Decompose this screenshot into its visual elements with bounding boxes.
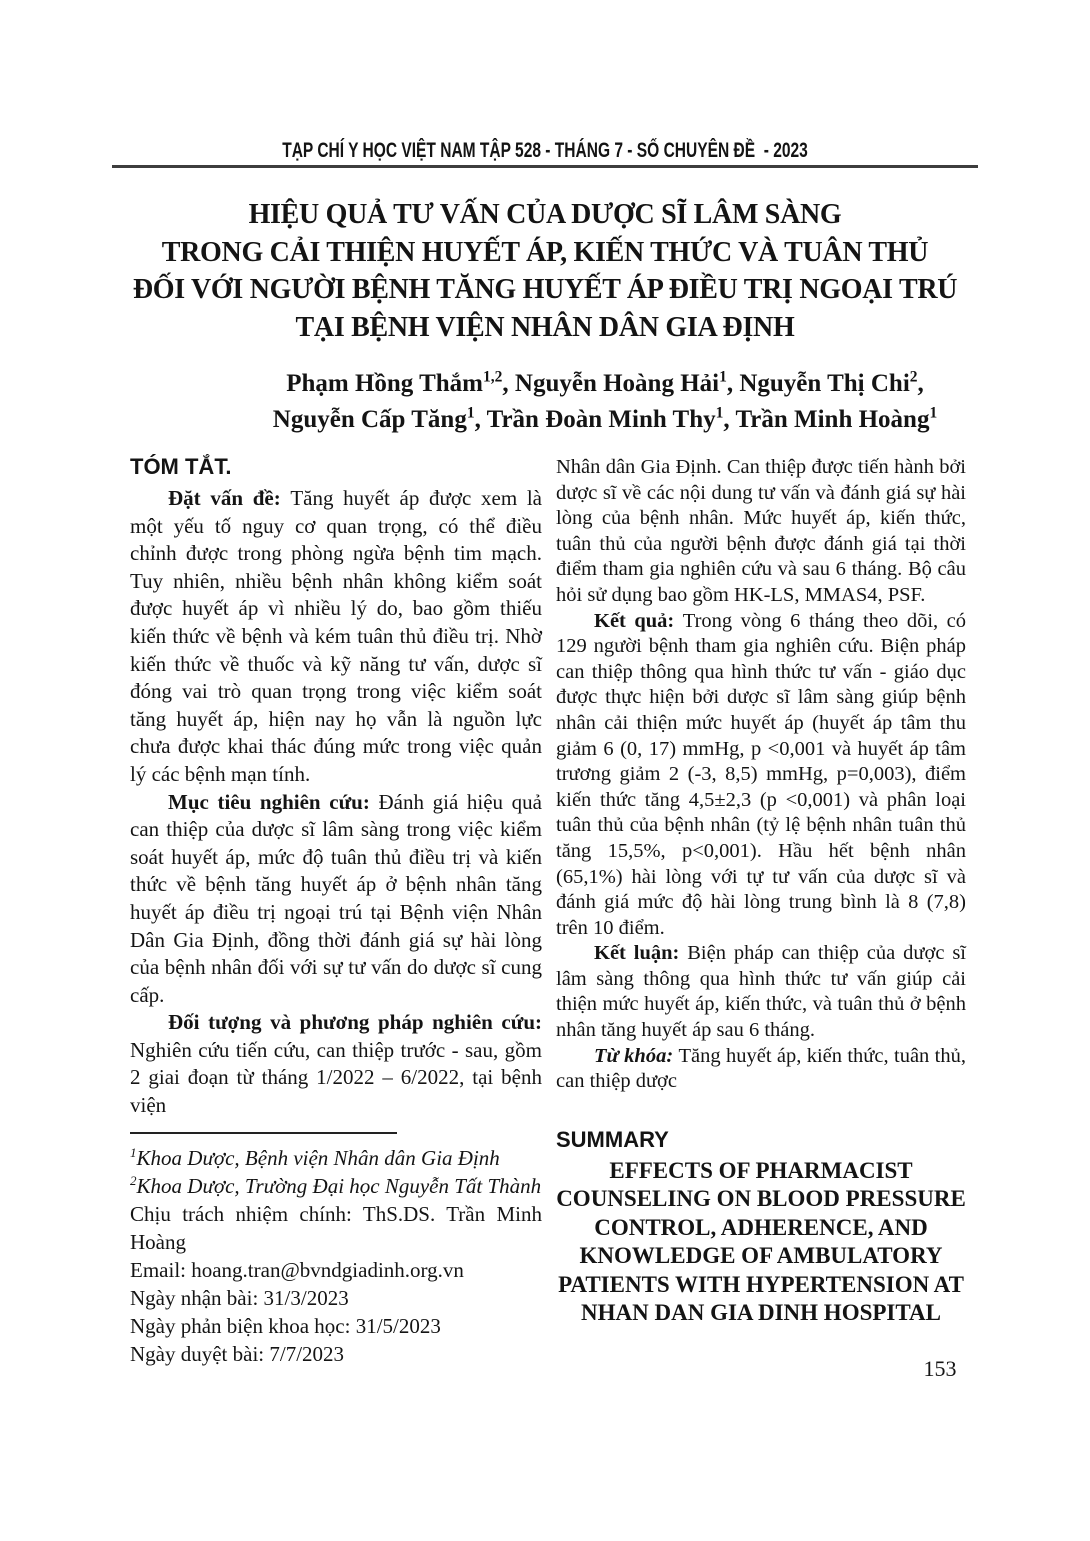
paragraph-doi-tuong: Đối tượng và phương pháp nghiên cứu: Nghiên cứu tiến cứu, can thiệp trước - sau, gồm 2 giai đoạn từ tháng 1/2022 – 6/2022, tại bệnh viện <box>130 1010 542 1118</box>
summary-title-line-3: CONTROL, ADHERENCE, AND <box>594 1214 928 1240</box>
right-column <box>556 455 966 1328</box>
article-title-line-3: ĐỐI VỚI NGƯỜI BỆNH TĂNG HUYẾT ÁP ĐIỀU TRỊ NGOẠI TRÚ <box>132 274 958 305</box>
summary-title-line-1: EFFECTS OF PHARMACIST <box>609 1157 913 1183</box>
footnote-received-date: Ngày nhận bài: 31/3/2023 <box>130 1285 349 1310</box>
summary-title-line-2: COUNSELING ON BLOOD PRESSURE <box>556 1186 966 1212</box>
footnote-accepted-date: Ngày duyệt bài: 7/7/2023 <box>130 1341 345 1366</box>
header-rule <box>112 165 978 168</box>
footnotes <box>130 1134 542 1368</box>
footnote-reviewed-date: Ngày phản biện khoa học: 31/5/2023 <box>130 1313 441 1338</box>
summary-heading: SUMMARY <box>556 1126 669 1152</box>
abstract-heading: TÓM TẮT. <box>130 454 232 479</box>
page-number: 153 <box>923 1356 957 1381</box>
authors-line-2: Nguyễn Cấp Tăng$^1$, Trần Đoàn Minh Thy$^1$, Trần Minh Hoàng$^1$ <box>272 404 938 433</box>
footnote-affiliation-2: $^2$Khoa Dược, Trường Đại học Nguyễn Tất Thành <box>130 1172 542 1198</box>
left-column <box>130 452 542 1368</box>
authors-line-1: Phạm Hồng Thắm$^{1,2}$, Nguyễn Hoàng Hải$^1$, Nguyễn Thị Chi$^2$, <box>286 368 924 397</box>
paragraph-ket-luan: Kết luận: Biện pháp can thiệp của dược sĩ lâm sàng thông qua hình thức tư vấn giúp cải thiện mức huyết áp, kiến thức, và tuân thủ ở bệnh nhân tăng huyết áp sau 6 tháng. <box>556 942 966 1042</box>
summary-title <box>556 1157 966 1328</box>
article-title-line-1: HIỆU QUẢ TƯ VẤN CỦA DƯỢC SĨ LÂM SÀNG <box>248 199 842 230</box>
paragraph-dat-van-de: Đặt vấn đề: Tăng huyết áp được xem là một yếu tố nguy cơ quan trọng, có thể điều chỉnh được trong phòng ngừa bệnh tim mạch. Tuy nhiên, nhiều bệnh nhân không kiểm soát được huyết áp vì nhiều lý do, bao gồm thiếu kiến thức về bệnh và kém tuân thủ điều trị. Nhờ kiến thức về thuốc và kỹ năng tư vấn, dược sĩ đóng vai trò quan trọng trong việc kiểm soát tăng huyết áp, hiện nay họ vẫn là nguồn lực chưa được khai thác đúng mức trong việc quản lý các bệnh mạn tính. <box>130 486 542 786</box>
article-title-line-4: TẠI BỆNH VIỆN NHÂN DÂN GIA ĐỊNH <box>295 311 795 343</box>
footnote-email: Email: hoang.tran@bvndgiadinh.org.vn <box>130 1257 464 1282</box>
journal-header: TẠP CHÍ Y HỌC VIỆT NAM TẬP 528 - THÁNG 7 - SỐ CHUYÊN ĐỀ - 2023 <box>282 139 808 162</box>
paragraph-muc-tieu: Mục tiêu nghiên cứu: Đánh giá hiệu quả can thiệp của dược sĩ lâm sàng trong việc kiểm soát huyết áp, mức độ tuân thủ điều trị và kiến thức về bệnh tăng huyết áp ở bệnh nhân tăng huyết áp điều trị ngoại trú tại Bệnh viện Nhân Dân Gia Định, đồng thời đánh giá sự hài lòng của bệnh nhân đối với sự tư vấn do dược sĩ cung cấp. <box>130 789 543 1007</box>
paragraph-tu-khoa: Từ khóa: Tăng huyết áp, kiến thức, tuân thủ, can thiệp dược <box>556 1044 966 1093</box>
summary-title-line-5: PATIENTS WITH HYPERTENSION AT <box>558 1271 964 1297</box>
authors <box>175 366 1035 438</box>
footnote-corresponding-author: Chịu trách nhiệm chính: ThS.DS. Trần Minh Hoàng <box>130 1201 542 1254</box>
summary-title-line-4: KNOWLEDGE OF AMBULATORY <box>579 1243 943 1269</box>
summary-title-line-6: NHAN DAN GIA DINH HOSPITAL <box>581 1300 941 1326</box>
footnote-affiliation-1: $^1$Khoa Dược, Bệnh viện Nhân dân Gia Định <box>130 1144 500 1170</box>
article-title <box>55 196 1035 346</box>
paragraph-abstract-continuation: Nhân dân Gia Định. Can thiệp được tiến hành bởi dược sĩ về các nội dung tư vấn và đánh giá sự hài lòng của bệnh nhân. Mức huyết áp, kiến thức, tuân thủ của người bệnh được đánh giá tại thời điểm tham gia nghiên cứu và sau 6 tháng. Bộ câu hỏi sử dụng bao gồm HK-LS, MMAS4, PSF. <box>556 456 966 606</box>
article-title-line-2: TRONG CẢI THIỆN HUYẾT ÁP, KIẾN THỨC VÀ TUÂN THỦ <box>161 236 929 268</box>
paragraph-ket-qua: Kết quả: Trong vòng 6 tháng theo dõi, có 129 người bệnh tham gia nghiên cứu. Biện pháp can thiệp thông qua hình thức tư vấn - giáo dục được thực hiện bởi dược sĩ lâm sàng giúp bệnh nhân cải thiện mức huyết áp (huyết áp tâm thu giảm 6 (0, 17) mmHg, p <0,001 và huyết áp tâm trương giảm 2 (-3, 8,5) mmHg, p=0,003), điểm kiến thức tăng 4,5±2,3 (p <0,001) và phân loại tuân thủ của bệnh nhân (tỷ lệ bệnh nhân tuân thủ tăng 15,5%, p<0,001). Hầu hết bệnh nhân (65,1%) hài lòng với tự tư vấn của dược sĩ và đánh giá mức độ hài lòng trung bình là 8 (7,8) trên 10 điểm. <box>556 609 966 939</box>
